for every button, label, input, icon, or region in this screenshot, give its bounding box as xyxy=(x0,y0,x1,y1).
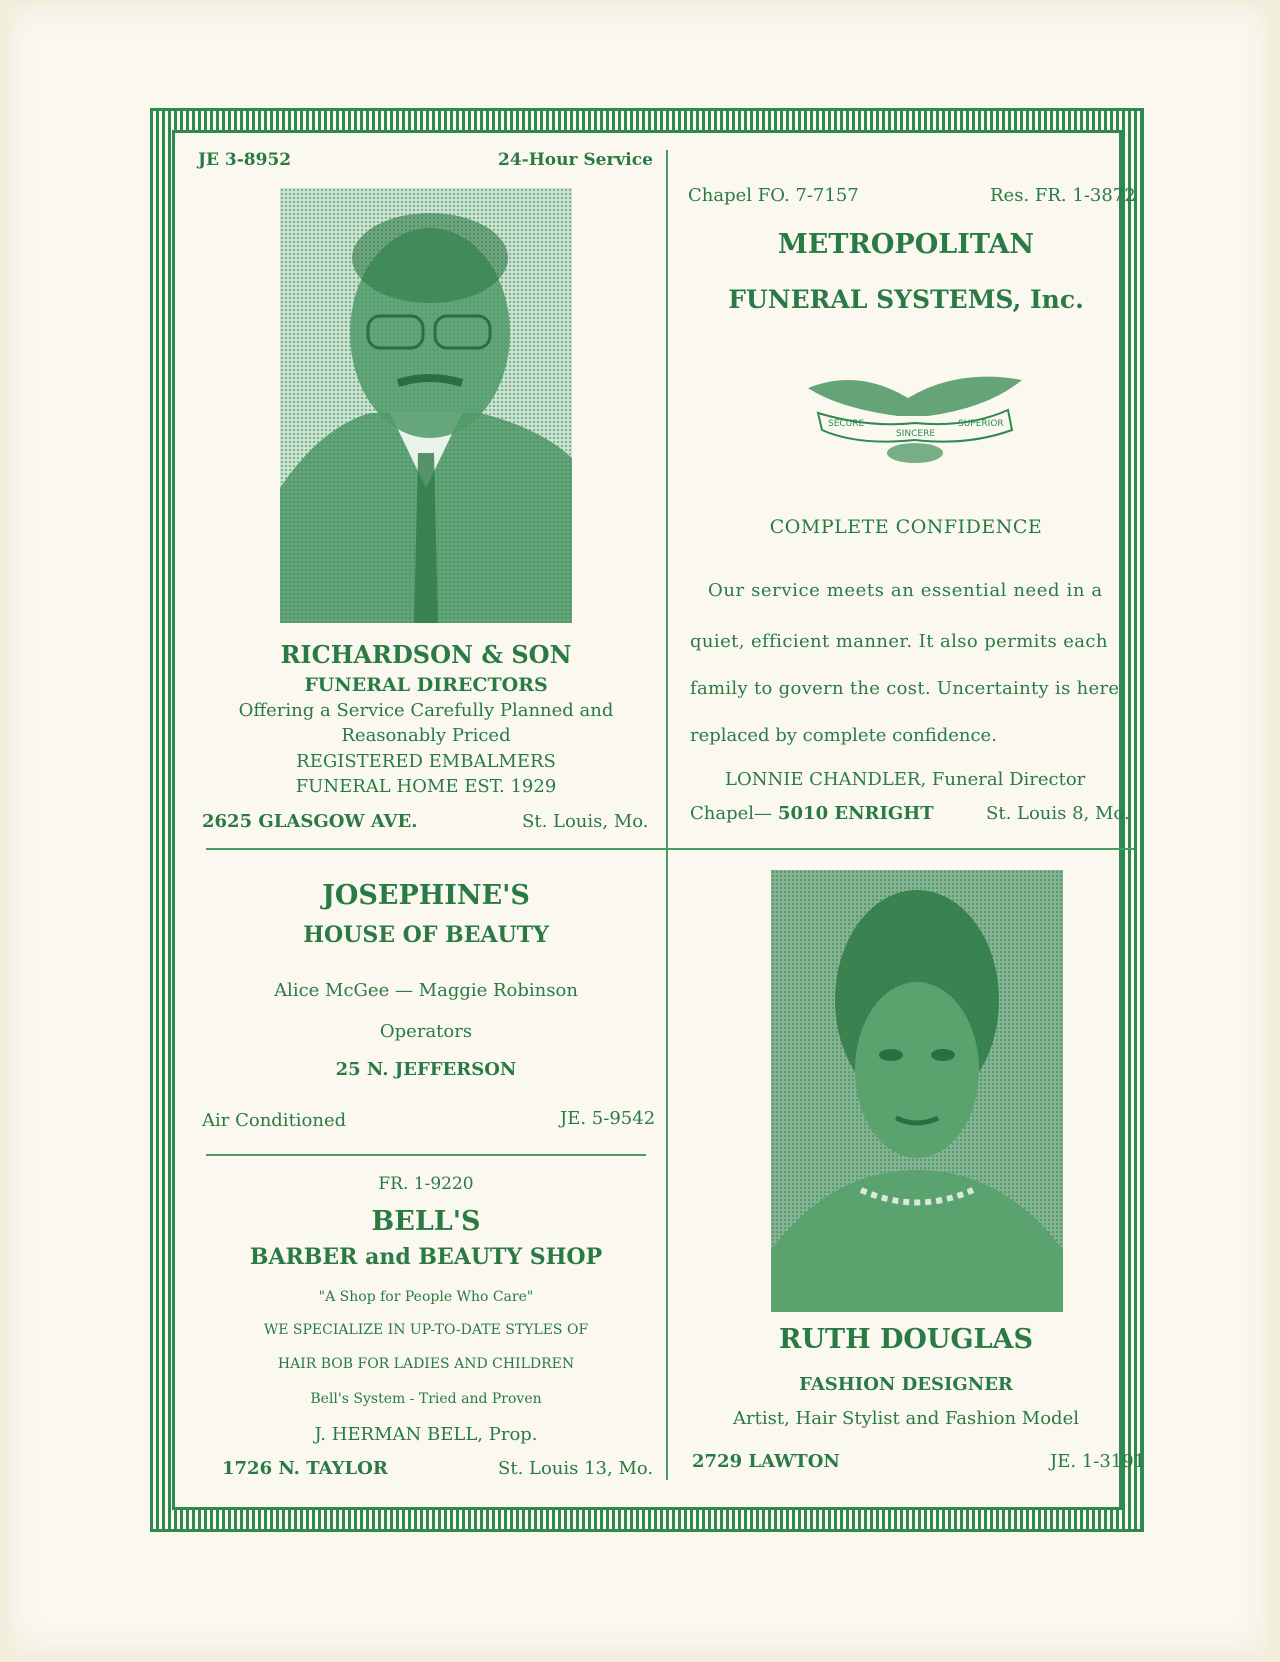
metropolitan-chapel-phone: Chapel FO. 7-7157 xyxy=(688,185,859,206)
douglas-subtitle: FASHION DESIGNER xyxy=(799,1374,1013,1395)
metropolitan-heading: COMPLETE CONFIDENCE xyxy=(769,516,1043,538)
josephine-operators: Operators xyxy=(379,1021,473,1042)
metropolitan-body-3: family to govern the cost. Uncertainty is here xyxy=(690,678,1120,699)
metropolitan-director: LONNIE CHANDLER, Funeral Director xyxy=(725,769,1086,790)
emblem-right-text: SUPERIOR xyxy=(958,419,1004,429)
bells-subtitle: BARBER and BEAUTY SHOP xyxy=(249,1244,603,1270)
man-portrait-image xyxy=(280,188,572,623)
metropolitan-res-phone: Res. FR. 1-3872 xyxy=(990,185,1136,206)
emblem-mid-text: SINCERE xyxy=(896,429,936,439)
bells-prop: J. HERMAN BELL, Prop. xyxy=(314,1424,538,1445)
richardson-line4: FUNERAL HOME EST. 1929 xyxy=(295,776,557,797)
bells-line3: Bell's System - Tried and Proven xyxy=(310,1391,542,1407)
metropolitan-name-2: FUNERAL SYSTEMS, Inc. xyxy=(728,285,1084,314)
richardson-service: 24-Hour Service xyxy=(498,150,653,170)
metropolitan-chapel-address: 5010 ENRIGHT xyxy=(778,803,934,824)
bells-phone: FR. 1-9220 xyxy=(378,1174,474,1194)
josephine-feature: Air Conditioned xyxy=(202,1110,347,1131)
richardson-line1: Offering a Service Carefully Planned and xyxy=(238,700,614,721)
josephine-phone: JE. 5-9542 xyxy=(560,1108,656,1129)
bells-city: St. Louis 13, Mo. xyxy=(498,1458,654,1479)
richardson-address: 2625 GLASGOW AVE. xyxy=(202,811,418,832)
metropolitan-city: St. Louis 8, Mo. xyxy=(986,803,1130,824)
douglas-portrait xyxy=(771,870,1063,1312)
bells-name: BELL'S xyxy=(371,1206,481,1237)
richardson-portrait xyxy=(280,188,572,623)
metropolitan-body-2: quiet, efficient manner. It also permits each xyxy=(690,631,1108,652)
metropolitan-name-1: METROPOLITAN xyxy=(777,229,1035,260)
josephine-operators-names: Alice McGee — Maggie Robinson xyxy=(274,980,578,1001)
josephine-name: JOSEPHINE'S xyxy=(322,880,530,911)
bells-line1: WE SPECIALIZE IN UP-TO-DATE STYLES OF xyxy=(263,1322,589,1338)
horizontal-divider xyxy=(206,848,1134,850)
woman-portrait-image xyxy=(771,870,1063,1312)
douglas-address: 2729 LAWTON xyxy=(692,1451,840,1472)
richardson-line3: REGISTERED EMBALMERS xyxy=(296,751,556,772)
vertical-divider xyxy=(666,150,668,1480)
eagle-emblem-icon xyxy=(798,368,1032,468)
left-bottom-divider xyxy=(206,1154,646,1156)
emblem-left-text: SECURE xyxy=(828,419,865,429)
josephine-address: 25 N. JEFFERSON xyxy=(335,1059,517,1080)
richardson-line2: Reasonably Priced xyxy=(341,725,511,746)
metropolitan-body-1: Our service meets an essential need in a xyxy=(708,580,1103,601)
douglas-name: RUTH DOUGLAS xyxy=(779,1324,1033,1355)
metropolitan-chapel-prefix: Chapel— xyxy=(690,803,773,824)
bells-slogan: "A Shop for People Who Care" xyxy=(318,1289,534,1305)
metropolitan-body-4: replaced by complete confidence. xyxy=(690,725,997,746)
richardson-city: St. Louis, Mo. xyxy=(522,811,649,832)
richardson-name: RICHARDSON & SON xyxy=(280,640,572,669)
richardson-subtitle: FUNERAL DIRECTORS xyxy=(304,674,548,696)
josephine-subtitle: HOUSE OF BEAUTY xyxy=(303,922,549,948)
bells-line2: HAIR BOB FOR LADIES AND CHILDREN xyxy=(277,1356,575,1372)
richardson-phone: JE 3-8952 xyxy=(198,150,292,170)
bells-address: 1726 N. TAYLOR xyxy=(222,1458,388,1479)
douglas-line1: Artist, Hair Stylist and Fashion Model xyxy=(733,1408,1079,1429)
douglas-phone: JE. 1-3191 xyxy=(1050,1451,1146,1472)
